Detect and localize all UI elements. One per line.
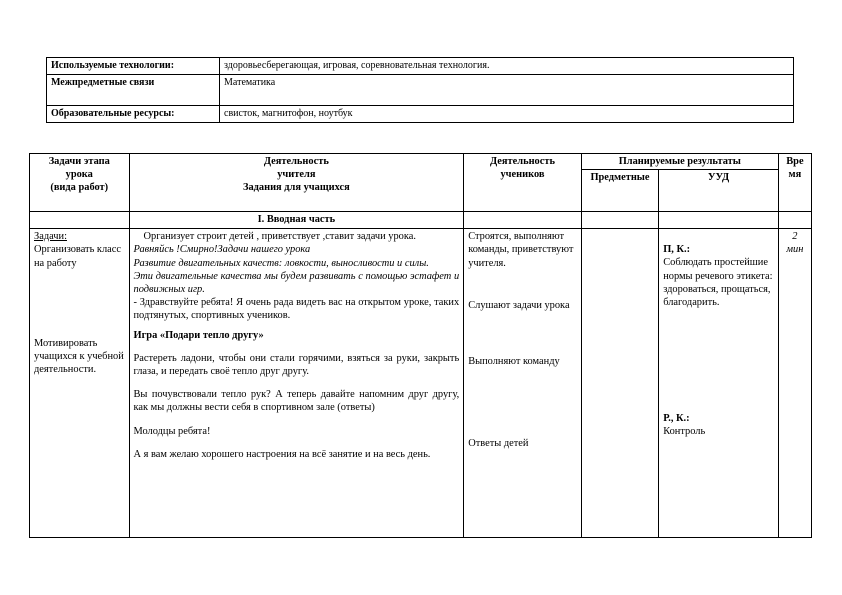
technologies-value: здоровьесберегающая, игровая, соревновательная технология. [220, 58, 794, 75]
students-action-4: Ответы детей [468, 438, 529, 450]
game-instructions: Растереть ладони, чтобы они стали горячими, взяться за руки, закрыть глаза, и передать своё тепло друг другу. [133, 352, 460, 378]
header-tasks-line2: урока [65, 169, 93, 181]
header-time-line1: Вре [786, 156, 804, 167]
resources-value: свисток, магнитофон, ноутбук [220, 106, 794, 123]
teacher-praise: Молодцы ребята! [133, 425, 211, 437]
subject-results-cell [581, 229, 658, 538]
tasks-spacer [34, 270, 125, 337]
teacher-greeting: - Здравствуйте ребята! Я очень рада видеть вас на открытом уроке, таких подтянутых, спортивных учеников. [133, 297, 460, 322]
header-tasks-line3: (вида работ) [50, 182, 109, 194]
teacher-intro: Организует строит детей , приветствует ,ставит задачи урока. [143, 231, 416, 243]
header-time-line2: мя [788, 169, 802, 181]
uud-text-pk: Соблюдать простейшие нормы речевого этикета: здороваться, прощаться, благодарить. [663, 257, 773, 309]
info-row-links [47, 75, 794, 106]
teacher-cell [129, 229, 464, 538]
section-empty-time [778, 212, 811, 229]
uud-text-rk: Контроль [663, 426, 706, 438]
header-students-line2: учеников [500, 169, 545, 181]
tasks-cell [30, 229, 130, 538]
info-row-technologies [47, 58, 794, 75]
time-unit: мин [786, 244, 804, 256]
header-students-line1: Деятельность [490, 156, 555, 167]
students-action-1: Строятся, выполняют команды, приветствуют учителя. [468, 231, 574, 269]
links-value: Математика [220, 75, 794, 106]
time-cell [778, 229, 811, 538]
uud-heading-pk: П, К.: [663, 244, 691, 256]
students-action-3: Выполняют команду [468, 356, 560, 368]
technologies-label: Используемые технологии: [47, 58, 220, 75]
resources-label: Образовательные ресурсы: [47, 106, 220, 123]
header-tasks [30, 154, 130, 212]
header-time [778, 154, 811, 212]
uud-cell [659, 229, 779, 538]
content-row [30, 229, 812, 538]
section-row [30, 212, 812, 229]
teacher-wish: А я вам желаю хорошего настроения на всё занятие и на весь день. [133, 448, 431, 460]
header-row-1 [30, 154, 812, 170]
header-teacher-line2: учителя [277, 169, 316, 181]
section-empty-tasks [30, 212, 130, 229]
time-value: 2 [792, 231, 798, 243]
links-label: Межпредметные связи [47, 75, 220, 106]
section-title: I. Вводная часть [129, 212, 464, 229]
students-cell [464, 229, 582, 538]
teacher-method: Эти двигательные качества мы будем развивать с помощью эстафет и подвижных игр. [133, 270, 460, 296]
teacher-question: Вы почувствовали тепло рук? А теперь давайте напомним друг другу, как мы должны вести себя в спортивном зале (ответы) [133, 389, 460, 414]
task-motivate: Мотивировать учащихся к учебной деятельности. [34, 337, 124, 376]
teacher-commands: Равняйсь !Смирно!Задачи нашего урока [133, 244, 311, 256]
task-organize: Организовать класс на работу [34, 244, 121, 269]
students-action-2: Слушают задачи урока [468, 299, 570, 311]
header-uud: УУД [659, 170, 779, 212]
lesson-plan-table [29, 153, 812, 538]
header-tasks-line1: Задачи этапа [48, 156, 110, 167]
header-students [464, 154, 582, 212]
teacher-qualities: Развитие двигательных качеств: ловкости, выносливости и силы. [133, 257, 429, 269]
info-row-resources [47, 106, 794, 123]
uud-heading-rk: Р., К.: [663, 413, 690, 425]
tasks-label: Задачи: [34, 231, 67, 243]
section-empty-students [464, 212, 582, 229]
header-teacher [129, 154, 464, 212]
section-empty-uud [659, 212, 779, 229]
section-empty-subject [581, 212, 658, 229]
game-title: Игра «Подари тепло другу» [133, 329, 264, 341]
header-results: Планируемые результаты [581, 154, 778, 170]
header-subject: Предметные [581, 170, 658, 212]
header-teacher-line1: Деятельность [263, 156, 329, 167]
header-teacher-line3: Задания для учащихся [242, 182, 350, 194]
info-table [46, 57, 794, 123]
